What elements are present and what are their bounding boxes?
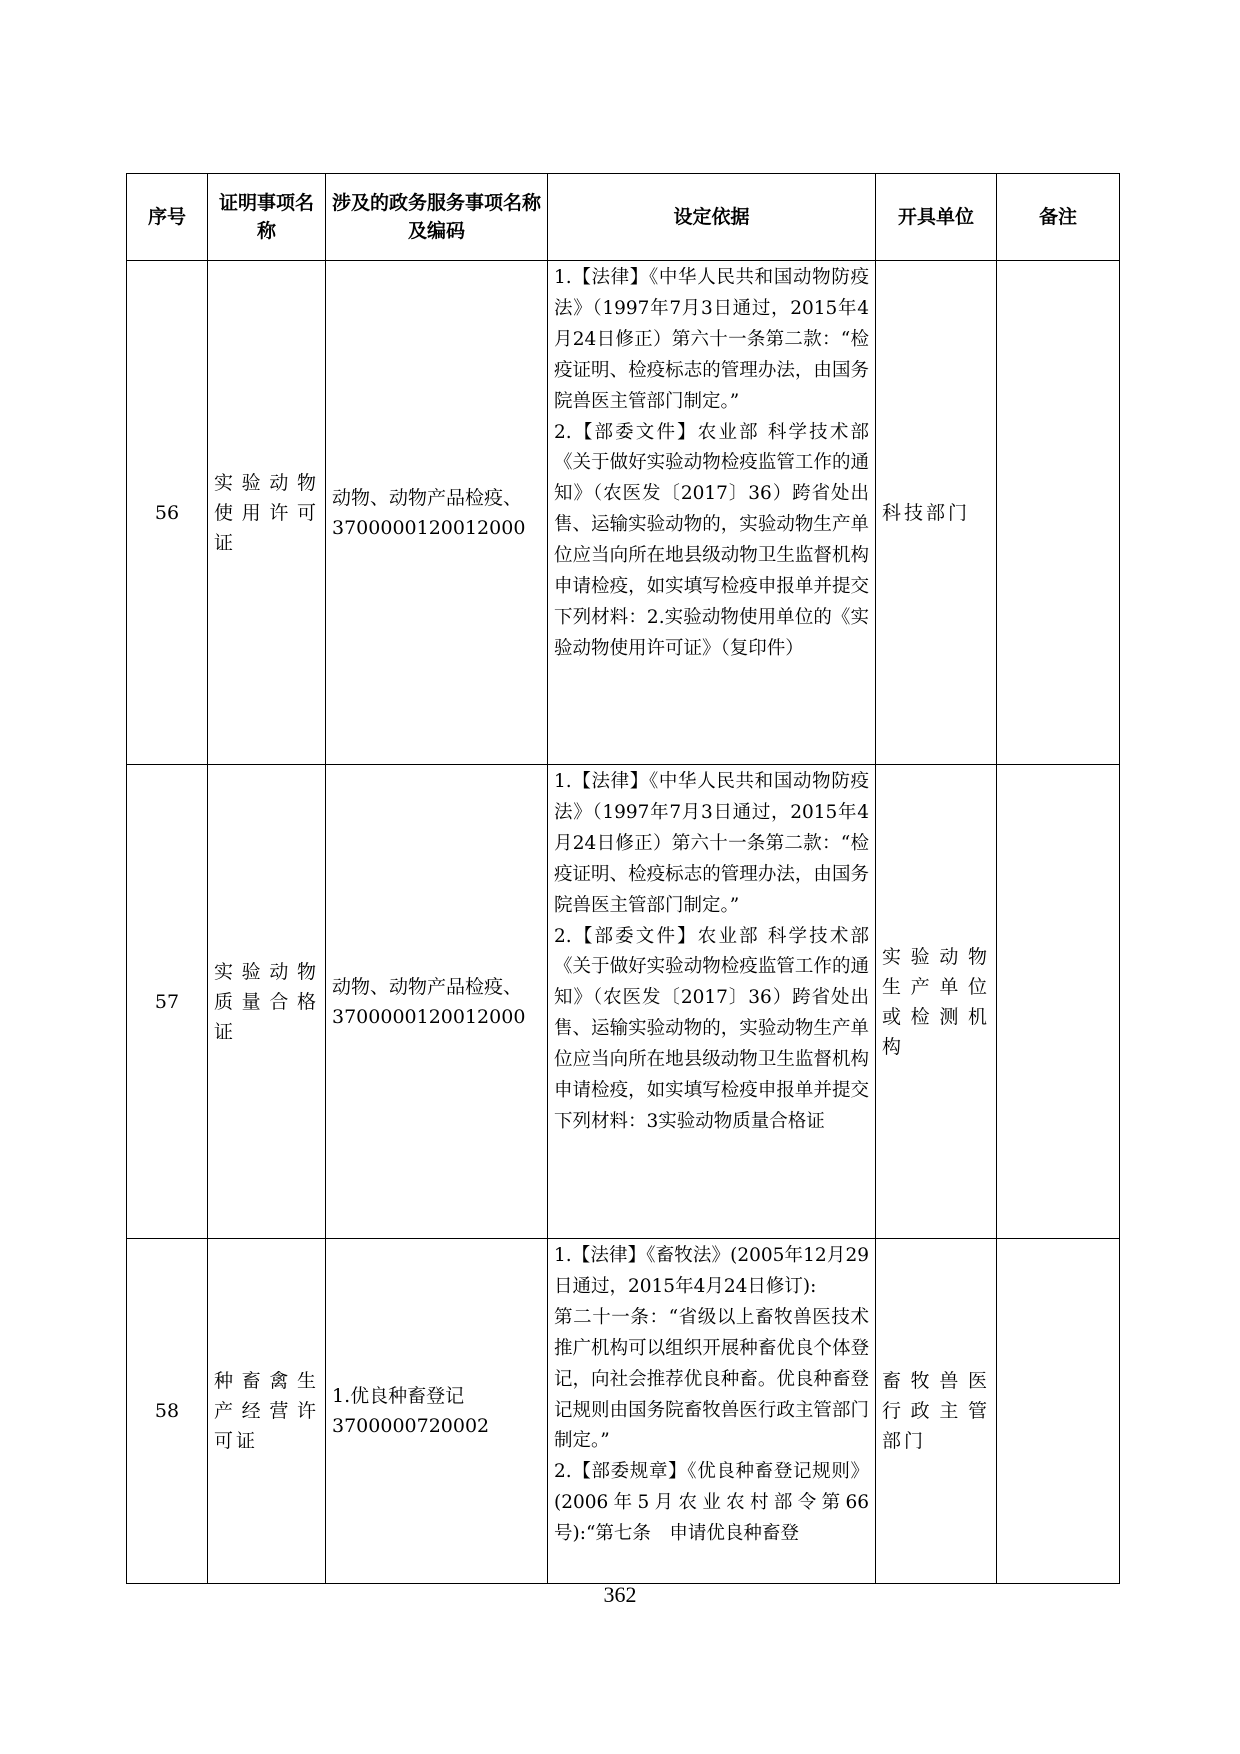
legal-basis-clause: 2.【部委规章】《优良种畜登记规则》(2006年5月农业农村部令第66号):“第七条 申请优良种畜登 — [554, 1461, 869, 1545]
remarks-cell — [997, 261, 1120, 765]
header-remarks: 备注 — [997, 174, 1120, 261]
issuing-unit-cell: 畜牧兽医行政主管部门 — [876, 1239, 997, 1584]
service-item-name: 1.优良种畜登记 — [332, 1385, 465, 1407]
legal-basis-clause: 第二十一条：“省级以上畜牧兽医技术推广机构可以组织开展种畜优良个体登记，向社会推荐优良种畜。优良种畜登记规则由国务院畜牧兽医行政主管部门制定。” — [554, 1306, 869, 1452]
proof-item-name-cell: 种畜禽生产经营许可证 — [208, 1239, 326, 1584]
header-service-item: 涉及的政务服务事项名称及编码 — [326, 174, 548, 261]
service-item-name: 动物、动物产品检疫、 — [332, 486, 523, 509]
service-item-code: 3700000720002 — [332, 1415, 490, 1437]
page-number: 362 — [603, 1582, 637, 1607]
service-item-cell — [326, 1239, 548, 1584]
proof-item-name-cell: 实验动物使用许可证 — [208, 261, 326, 765]
header-proof-item-name: 证明事项名称 — [208, 174, 326, 261]
service-item-name: 动物、动物产品检疫、 — [332, 975, 523, 998]
legal-basis-clause: 2.【部委文件】农业部 科学技术部《关于做好实验动物检疫监管工作的通知》（农医发〔2017〕36）跨省处出售、运输实验动物的，实验动物生产单位应当向所在地县级动物卫生监督机构申请检疫，如实填写检疫申报单并提交下列材料：3实验动物质量合格证 — [554, 925, 869, 1132]
proof-item-name-cell: 实验动物质量合格证 — [208, 765, 326, 1239]
serial-number-cell: 57 — [127, 765, 208, 1239]
header-legal-basis: 设定依据 — [548, 174, 876, 261]
legal-basis-clause: 1.【法律】《畜牧法》(2005年12月29日通过，2015年4月24日修订): — [554, 1245, 869, 1297]
remarks-cell — [997, 765, 1120, 1239]
header-serial-number: 序号 — [127, 174, 208, 261]
legal-basis-cell — [548, 765, 876, 1239]
table-row — [127, 1239, 1120, 1584]
service-item-cell — [326, 765, 548, 1239]
service-item-cell — [326, 261, 548, 765]
legal-basis-cell — [548, 1239, 876, 1584]
issuing-unit-cell: 实验动物生产单位或检测机构 — [876, 765, 997, 1239]
legal-basis-clause: 1.【法律】《中华人民共和国动物防疫法》（1997年7月3日通过，2015年4月24日修正）第六十一条第二款：“检疫证明、检疫标志的管理办法，由国务院兽医主管部门制定。” — [554, 267, 869, 412]
table-row — [127, 765, 1120, 1239]
remarks-cell — [997, 1239, 1120, 1584]
service-item-code: 3700000120012000 — [332, 1005, 526, 1028]
proof-items-table — [126, 173, 1120, 1584]
table-row — [127, 261, 1120, 765]
table-header-row — [127, 174, 1120, 261]
legal-basis-clause: 2.【部委文件】农业部 科学技术部《关于做好实验动物检疫监管工作的通知》（农医发〔2017〕36）跨省处出售、运输实验动物的，实验动物生产单位应当向所在地县级动物卫生监督机构申请检疫，如实填写检疫申报单并提交下列材料：2.实验动物使用单位的《实验动物使用许可证》（复印件） — [554, 421, 869, 659]
header-issuing-unit: 开具单位 — [876, 174, 997, 261]
serial-number-cell: 56 — [127, 261, 208, 765]
service-item-code: 3700000120012000 — [332, 516, 526, 539]
legal-basis-clause: 1.【法律】《中华人民共和国动物防疫法》（1997年7月3日通过，2015年4月24日修正）第六十一条第二款：“检疫证明、检疫标志的管理办法，由国务院兽医主管部门制定。” — [554, 771, 869, 916]
legal-basis-cell — [548, 261, 876, 765]
serial-number-cell: 58 — [127, 1239, 208, 1584]
issuing-unit-cell: 科技部门 — [876, 261, 997, 765]
